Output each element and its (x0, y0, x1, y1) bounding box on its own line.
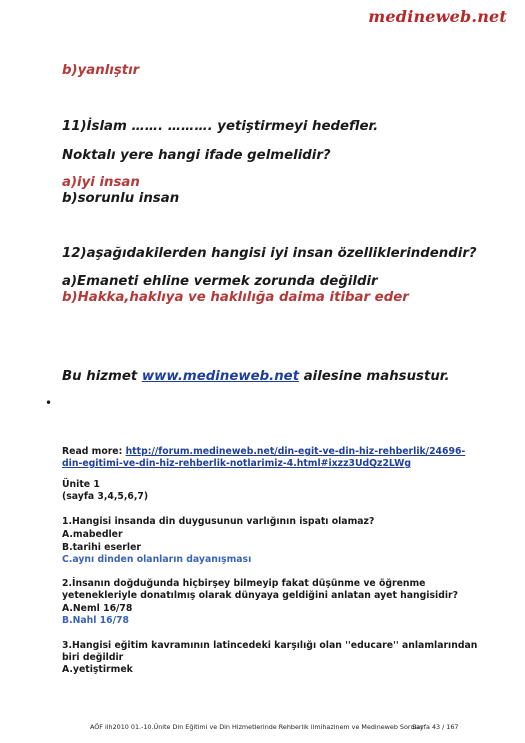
question-11: 11)İslam ……. ………. yetiştirmeyi hedefler. (62, 119, 379, 134)
question-12-option-b: b)Hakka,haklıya ve haklılığa daima itibar eder (62, 290, 409, 305)
question-1-option-b: B.tarihi eserler (62, 542, 141, 553)
question-11-option-a: a)iyi insan (62, 175, 140, 190)
page-footer (90, 723, 459, 731)
question-12: 12)aşağıdakilerden hangisi iyi insan özelliklerindendir? (62, 246, 477, 261)
question-3-option-a: A.yetiştirmek (62, 664, 133, 675)
read-more-link-part-2[interactable]: din-egitimi-ve-din-hiz-rehberlik-notlarimiz-4.html#ixzz3UdQz2LWg (62, 458, 412, 469)
unit-heading: Ünite 1 (62, 479, 100, 490)
footer-page-number: Sayfa 43 / 167 (412, 723, 459, 731)
service-notice-after: ailesine mahsustur. (299, 369, 450, 384)
question-3-line-1: 3.Hangisi eğitim kavramının latincedeki karşılığı olan ''educare'' anlamlarından (62, 640, 478, 651)
question-1: 1.Hangisi insanda din duygusunun varlığının ispatı olamaz? (62, 516, 375, 527)
service-notice (62, 369, 450, 384)
read-more-line-1 (62, 446, 465, 457)
read-more-link-part-1[interactable]: http://forum.medineweb.net/din-egit-ve-din-hiz-rehberlik/24696- (125, 446, 466, 457)
question-1-option-a: A.mabedler (62, 529, 123, 540)
question-11-prompt: Noktalı yere hangi ifade gelmelidir? (62, 148, 331, 163)
brand-watermark: medineweb.net (368, 7, 507, 26)
question-2-option-a: A.Neml 16/78 (62, 603, 133, 614)
question-3-line-2: biri değildir (62, 652, 124, 663)
question-12-option-a: a)Emaneti ehline vermek zorunda değildir (62, 274, 378, 289)
question-2-line-2: yetenekleriyle donatılmış olarak dünyaya geldiğini anlatan ayet hangisidir? (62, 590, 459, 601)
read-more-line-2 (62, 458, 411, 469)
previous-answer-b: b)yanlıştır (62, 63, 140, 78)
footer-text: AÖF ilh2010 01.-10.Ünite Din Eğitimi ve Din Hizmetlerinde Rehberlik ilmihazinem ve Medineweb Sorular (90, 723, 423, 731)
unit-pages: (sayfa 3,4,5,6,7) (62, 491, 149, 502)
medineweb-link[interactable]: www.medineweb.net (141, 369, 300, 384)
bullet-marker: • (45, 396, 53, 410)
question-2-line-1: 2.İnsanın doğduğunda hiçbirşey bilmeyip fakat düşünme ve öğrenme (62, 578, 426, 589)
question-1-option-c: C.aynı dinden olanların dayanışması (62, 554, 252, 565)
question-11-option-b: b)sorunlu insan (62, 191, 180, 206)
service-notice-before: Bu hizmet (62, 369, 142, 384)
question-2-option-b: B.Nahl 16/78 (62, 615, 129, 626)
read-more-label: Read more: (62, 446, 126, 457)
